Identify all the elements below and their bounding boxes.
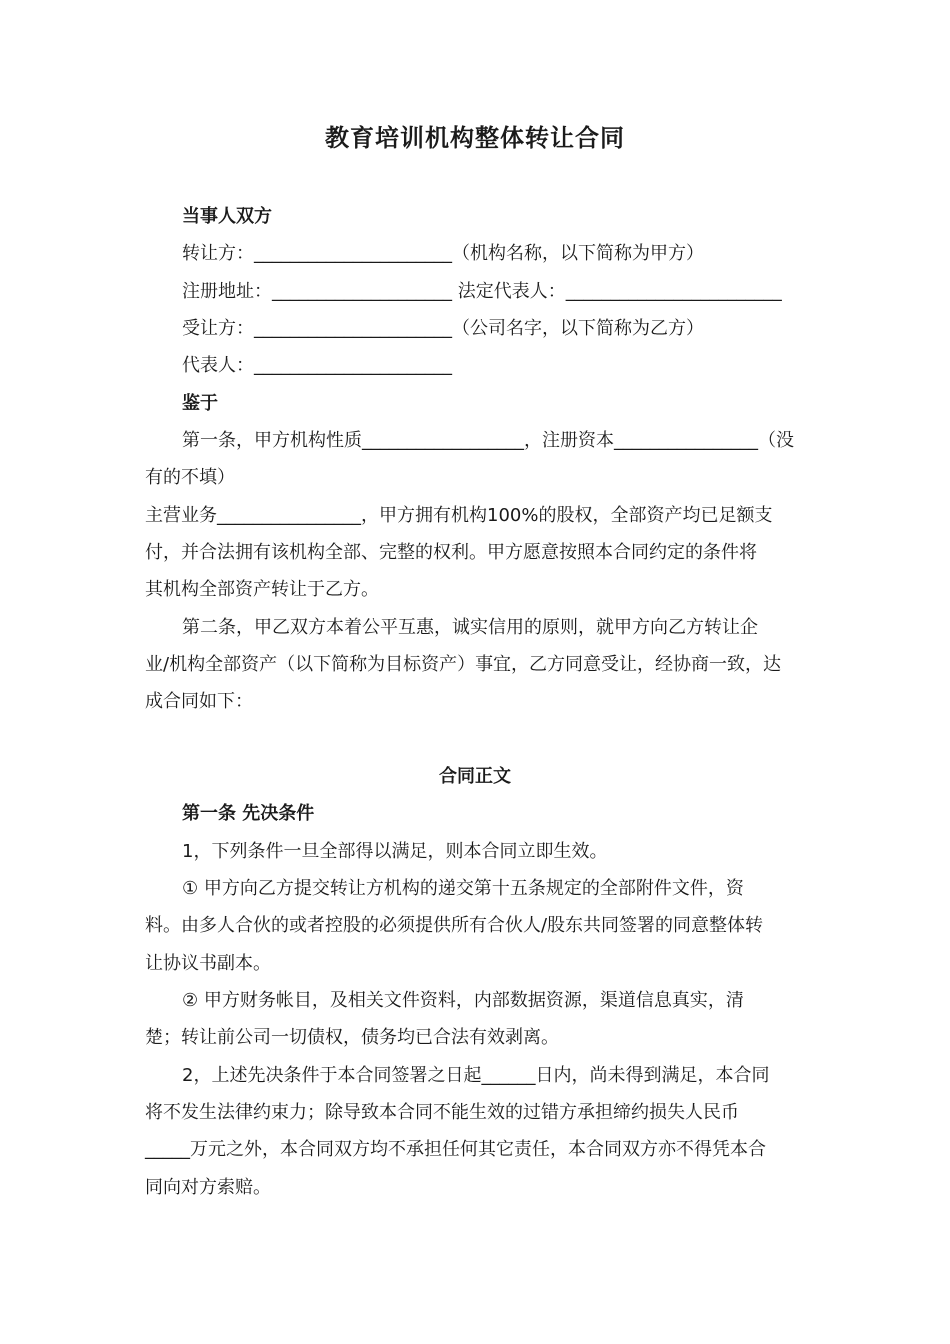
article1-heading: 第一条 先决条件 (182, 803, 315, 824)
clause-2-line1: 2，上述先决条件于本合同签署之日起______日内，尚未得到满足，本合同 (182, 1065, 770, 1086)
clause-1: 1，下列条件一旦全部得以满足，则本合同立即生效。 (182, 841, 608, 862)
clause-1b-line2: 楚；转让前公司一切债权，债务均已合法有效剥离。 (145, 1027, 559, 1048)
clause-1a-line1: ① 甲方向乙方提交转让方机构的递交第十五条规定的全部附件文件，资 (182, 878, 744, 899)
whereas-article2-line3: 成合同如下： (145, 691, 253, 712)
clause-2-line3: _____万元之外，本合同双方均不承担任何其它责任，本合同双方亦不得凭本合 (145, 1139, 766, 1160)
clause-1b-line1: ② 甲方财务帐目，及相关文件资料，内部数据资源，渠道信息真实，清 (182, 990, 744, 1011)
contract-body-heading: 合同正文 (439, 766, 511, 787)
clause-2-line2: 将不发生法律约束力；除导致本合同不能生效的过错方承担缔约损失人民币 (145, 1102, 739, 1123)
transferor-line: 转让方：______________________（机构名称，以下简称为甲方） (182, 243, 704, 264)
whereas-article1-line4: 付，并合法拥有该机构全部、完整的权利。甲方愿意按照本合同约定的条件将 (145, 542, 757, 563)
clause-1a-line2: 料。由多人合伙的或者控股的必须提供所有合伙人/股东共同签署的同意整体转 (145, 915, 764, 936)
whereas-heading: 鉴于 (182, 393, 218, 414)
clause-2-line4: 同向对方索赔。 (145, 1177, 271, 1198)
whereas-article1-line1: 第一条，甲方机构性质__________________，注册资本________________（没 (182, 430, 794, 451)
representative-line: 代表人：______________________ (182, 355, 452, 376)
clause-1a-line3: 让协议书副本。 (145, 953, 271, 974)
document-title: 教育培训机构整体转让合同 (325, 124, 625, 152)
whereas-article2-line1: 第二条，甲乙双方本着公平互惠，诚实信用的原则，就甲方向乙方转让企 (182, 617, 758, 638)
transferee-line: 受让方：______________________（公司名字，以下简称为乙方） (182, 318, 704, 339)
whereas-article1-line5: 其机构全部资产转让于乙方。 (145, 579, 379, 600)
whereas-article1-line2: 有的不填） (145, 467, 235, 488)
address-line: 注册地址：____________________ 法定代表人：________________________ (182, 281, 782, 302)
whereas-article1-line3: 主营业务________________，甲方拥有机构100%的股权，全部资产均已足额支 (145, 505, 773, 526)
whereas-article2-line2: 业/机构全部资产（以下简称为目标资产）事宜，乙方同意受让，经协商一致，达 (145, 654, 782, 675)
parties-heading: 当事人双方 (182, 206, 272, 227)
